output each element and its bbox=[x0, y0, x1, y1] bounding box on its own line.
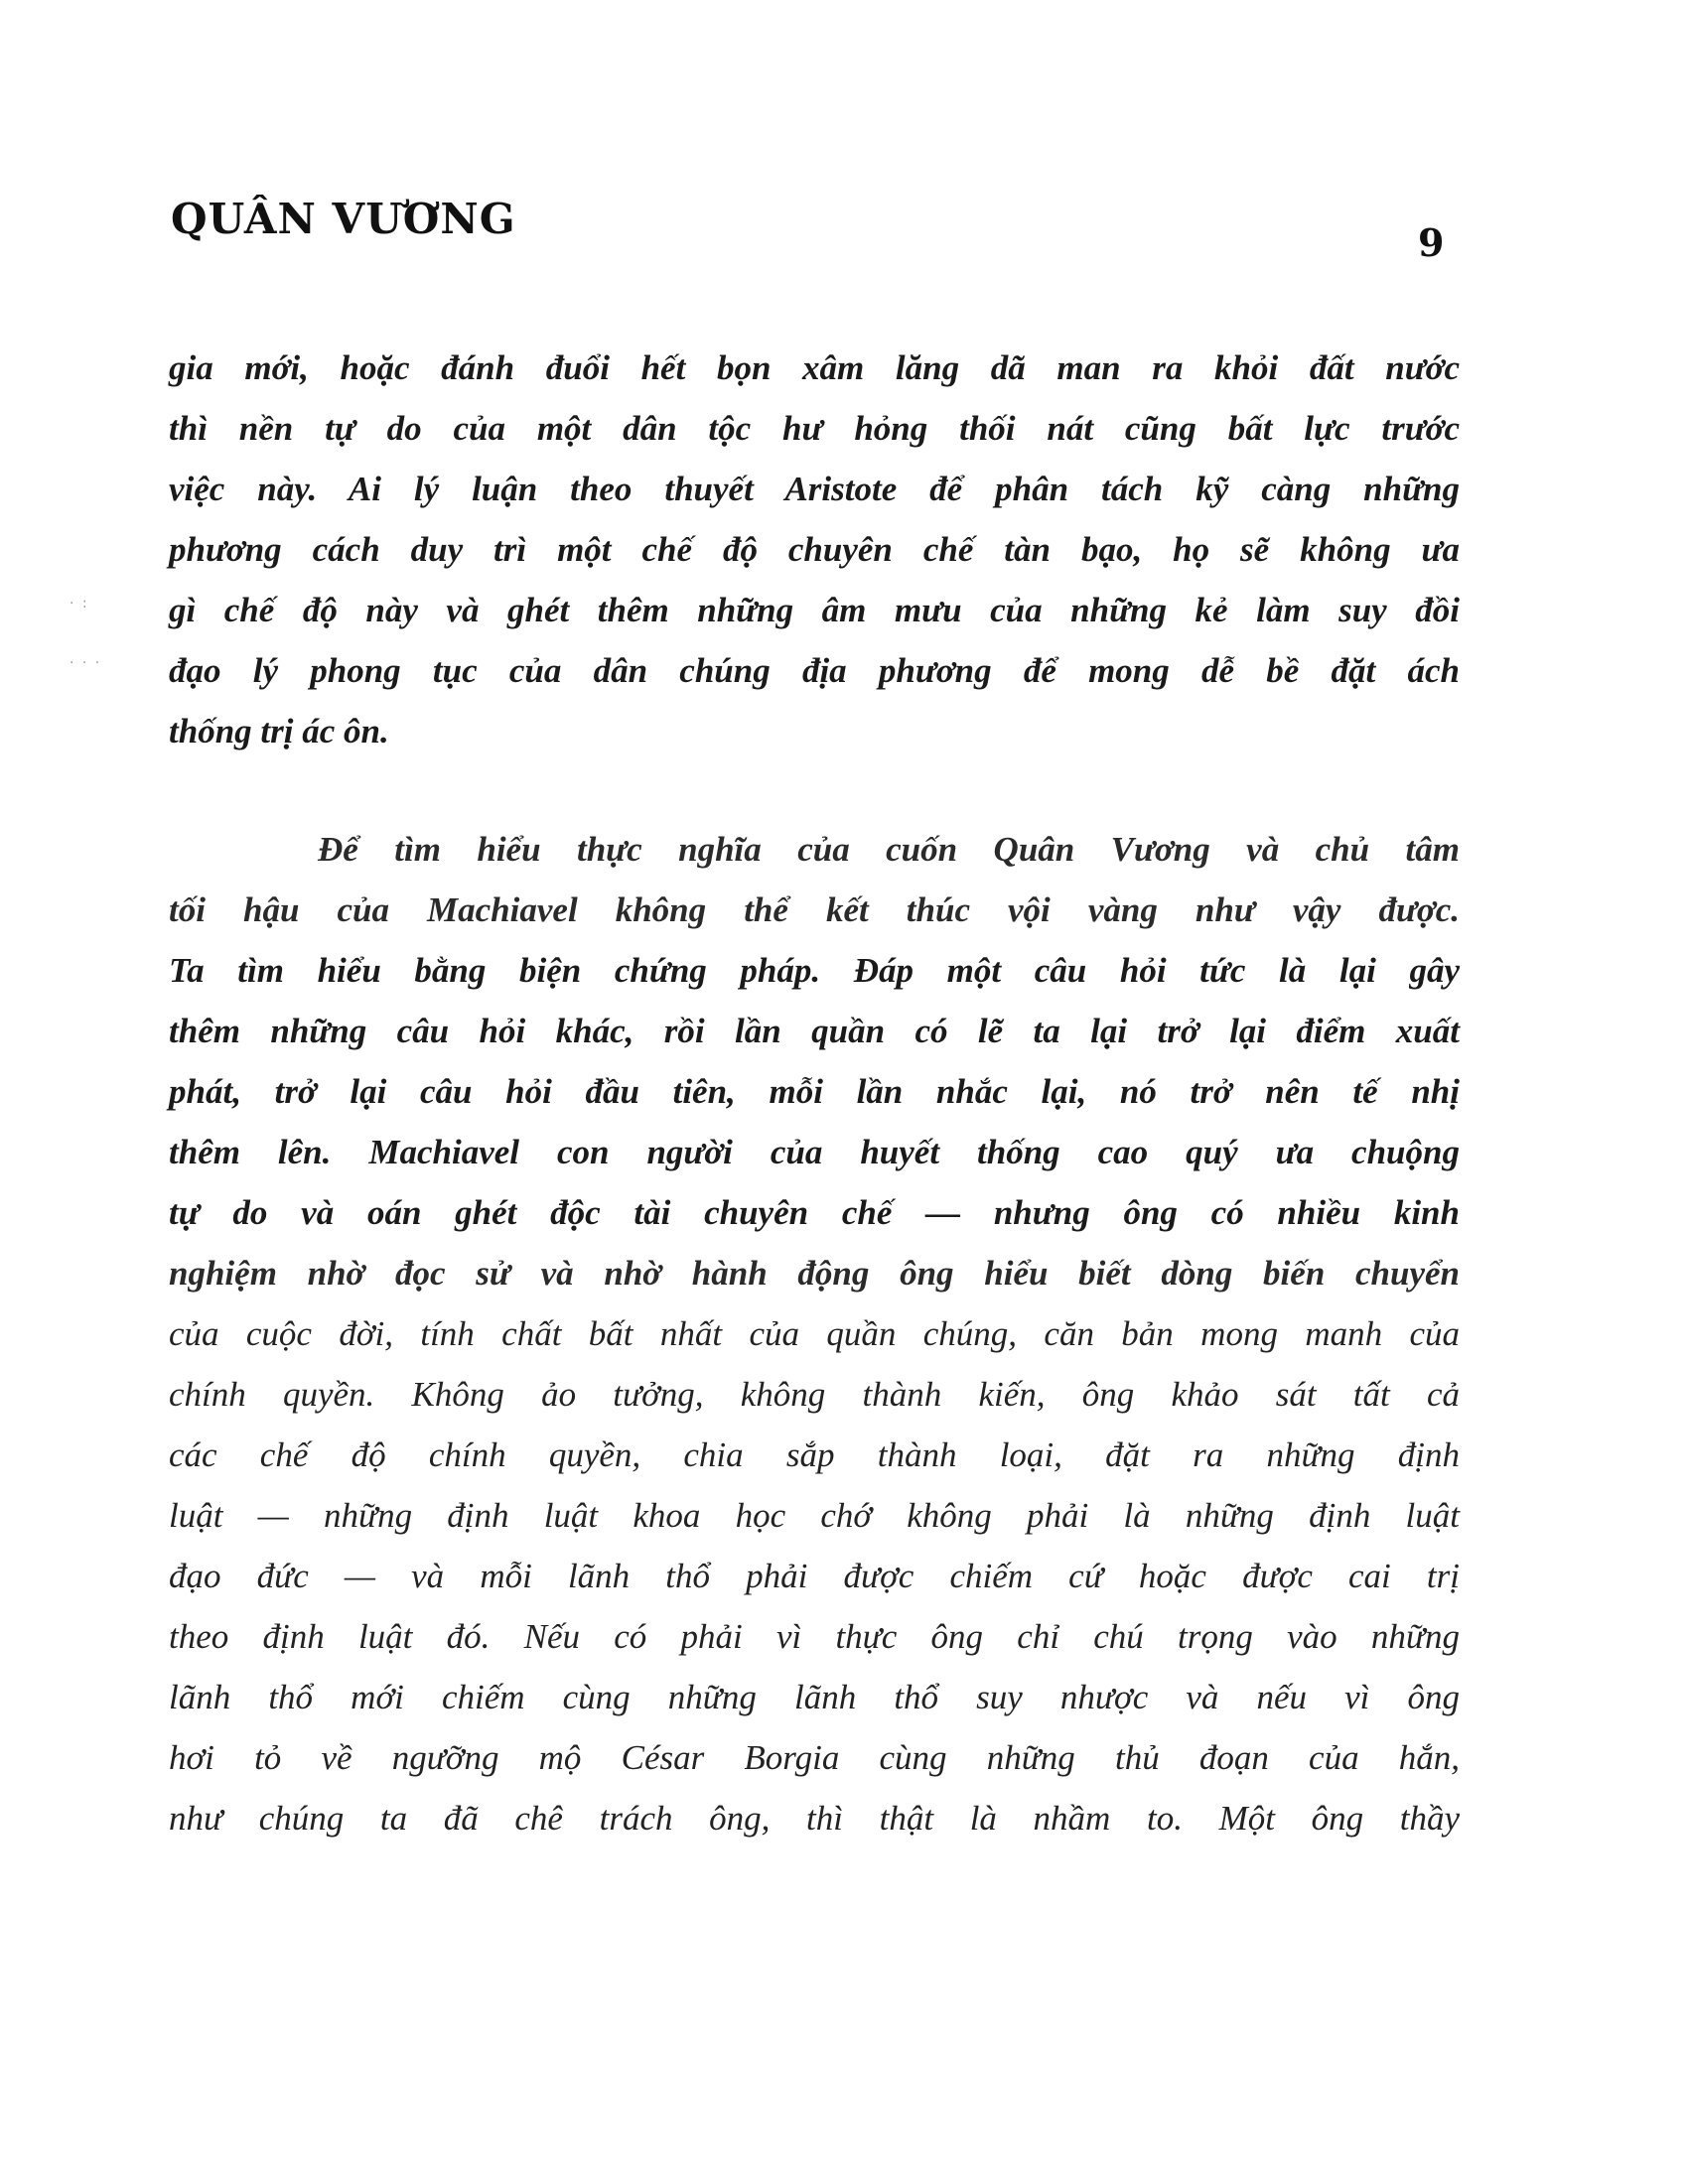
text-line: việc này. Ai lý luận theo thuyết Aristote để phân tách kỹ càng những bbox=[169, 470, 1460, 508]
text-line: Để tìm hiểu thực nghĩa của cuốn Quân Vương và chủ tâm bbox=[318, 830, 1460, 869]
text-line: lãnh thổ mới chiếm cùng những lãnh thổ suy nhược và nếu vì ông bbox=[169, 1678, 1460, 1716]
text-line: thêm lên. Machiavel con người của huyết thống cao quý ưa chuộng bbox=[169, 1133, 1460, 1171]
paragraph-1 bbox=[169, 338, 1460, 761]
text-line: hơi tỏ về ngưỡng mộ César Borgia cùng những thủ đoạn của hắn, bbox=[169, 1738, 1460, 1777]
text-line: theo định luật đó. Nếu có phải vì thực ông chỉ chú trọng vào những bbox=[169, 1617, 1460, 1656]
text-line: tối hậu của Machiavel không thể kết thúc vội vàng như vậy được. bbox=[169, 890, 1460, 929]
margin-speck: · : bbox=[70, 596, 89, 612]
text-line: đạo lý phong tục của dân chúng địa phương để mong dễ bề đặt ách bbox=[169, 651, 1460, 690]
text-line: Ta tìm hiểu bằng biện chứng pháp. Đáp một câu hỏi tức là lại gây bbox=[169, 951, 1460, 990]
running-header-title: QUÂN VƯƠNG bbox=[171, 195, 516, 243]
text-line: như chúng ta đã chê trách ông, thì thật là nhầm to. Một ông thầy bbox=[169, 1799, 1460, 1838]
text-line: các chế độ chính quyền, chia sắp thành loại, đặt ra những định bbox=[169, 1435, 1460, 1474]
text-line: tự do và oán ghét độc tài chuyên chế — nhưng ông có nhiều kinh bbox=[169, 1193, 1460, 1232]
text-line: thống trị ác ôn. bbox=[169, 712, 389, 751]
text-line: thêm những câu hỏi khác, rồi lần quần có lẽ ta lại trở lại điểm xuất bbox=[169, 1012, 1460, 1050]
paragraph-2 bbox=[169, 819, 1460, 1848]
text-line: thì nền tự do của một dân tộc hư hỏng thối nát cũng bất lực trước bbox=[169, 409, 1460, 448]
paragraph-spacer bbox=[169, 761, 1460, 819]
text-line: nghiệm nhờ đọc sử và nhờ hành động ông hiểu biết dòng biến chuyển bbox=[169, 1254, 1460, 1293]
text-line: đạo đức — và mỗi lãnh thổ phải được chiếm cứ hoặc được cai trị bbox=[169, 1557, 1460, 1595]
text-line: phát, trở lại câu hỏi đầu tiên, mỗi lần nhắc lại, nó trở nên tế nhị bbox=[169, 1072, 1460, 1111]
text-line: phương cách duy trì một chế độ chuyên chế tàn bạo, họ sẽ không ưa bbox=[169, 530, 1460, 569]
text-line: của cuộc đời, tính chất bất nhất của quần chúng, căn bản mong manh của bbox=[169, 1314, 1460, 1353]
body-text bbox=[169, 338, 1460, 1848]
text-line: gia mới, hoặc đánh đuổi hết bọn xâm lăng dã man ra khỏi đất nước bbox=[169, 348, 1460, 387]
page-number: 9 bbox=[1418, 220, 1445, 265]
text-line: gì chế độ này và ghét thêm những âm mưu của những kẻ làm suy đồi bbox=[169, 591, 1460, 629]
text-line: luật — những định luật khoa học chớ không phải là những định luật bbox=[169, 1496, 1460, 1535]
margin-speck: · · · bbox=[70, 655, 102, 671]
text-line: chính quyền. Không ảo tưởng, không thành kiến, ông khảo sát tất cả bbox=[169, 1375, 1460, 1414]
